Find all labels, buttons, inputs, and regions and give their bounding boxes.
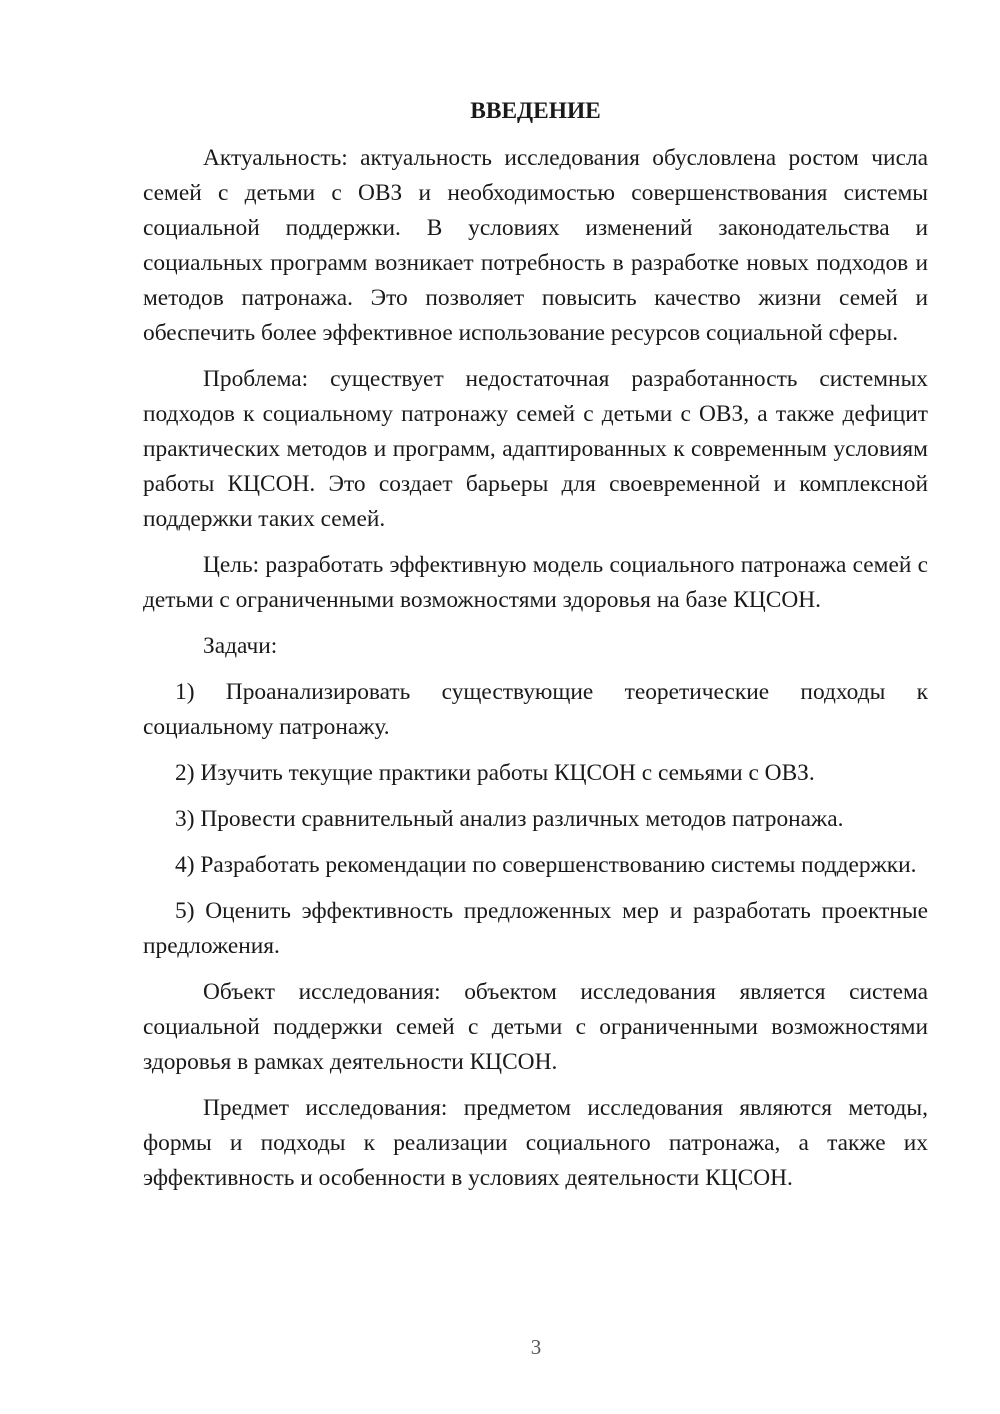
task-item-3: 3) Провести сравнительный анализ различных методов патронажа. bbox=[175, 806, 844, 832]
page-number: 3 bbox=[530, 1335, 542, 1359]
goal-paragraph: Цель: разработать эффективную модель социального патронажа семей с детьми с ограниченными возможностями здоровья на базе КЦСОН. bbox=[143, 552, 928, 613]
object-paragraph: Объект исследования: объектом исследования является система социальной поддержки семей с детьми с ограниченными возможностями здоровья в рамках деятельности КЦСОН. bbox=[143, 979, 928, 1075]
section-heading: ВВЕДЕНИЕ bbox=[470, 98, 601, 124]
task-item-4: 4) Разработать рекомендации по совершенствованию системы поддержки. bbox=[175, 852, 917, 878]
tasks-label: Задачи: bbox=[203, 633, 278, 659]
subject-paragraph: Предмет исследования: предметом исследования являются методы, формы и подходы к реализации социального патронажа, а также их эффективность и особенности в условиях деятельности КЦСОН. bbox=[143, 1095, 928, 1191]
task-item-5: 5) Оценить эффективность предложенных мер и разработать проектные предложения. bbox=[143, 898, 928, 959]
relevance-paragraph: Актуальность: актуальность исследования обусловлена ростом числа семей с детьми с ОВЗ и необходимостью совершенствования системы социальной поддержки. В условиях изменений законодательства и социальных программ возникает потребность в разработке новых подходов и методов патронажа. Это позволяет повысить качество жизни семей и обеспечить более эффективное использование ресурсов социальной сферы. bbox=[143, 145, 928, 346]
problem-paragraph: Проблема: существует недостаточная разработанность системных подходов к социальному патронажу семей с детьми с ОВЗ, а также дефицит практических методов и программ, адаптированных к современным условиям работы КЦСОН. Это создает барьеры для своевременной и комплексной поддержки таких семей. bbox=[143, 366, 928, 532]
task-item-1: 1) Проанализировать существующие теоретические подходы к социальному патронажу. bbox=[143, 679, 928, 740]
document-body bbox=[143, 94, 928, 1207]
task-item-2: 2) Изучить текущие практики работы КЦСОН с семьями с ОВЗ. bbox=[175, 760, 815, 786]
